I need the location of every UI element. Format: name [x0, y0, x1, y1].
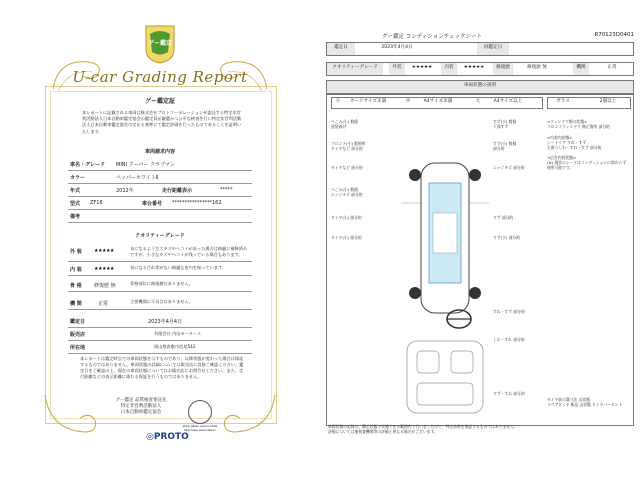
proto-logo — [146, 432, 189, 442]
certificate-intro: 本レポートに記載される車両は株式会社プロトコーポレーションが委託する特定非営利活動法人日本自動車鑑定協会の鑑定員が厳選かつ公平な検査を行い特定非営利活動法人日本自動車鑑定協会の定める基準にて鑑定評価を行ったものであることを証明いたします。 — [82, 110, 242, 134]
size-legend — [331, 97, 543, 109]
sheet-exterior-stars: ★★★★★ — [411, 65, 433, 70]
sheet-exterior-label: 外装 — [389, 63, 405, 75]
frame-value: 修復歴 無 — [94, 283, 116, 289]
date-value: 2023年4月4日 — [148, 319, 183, 325]
frame-label: 骨 格 — [70, 283, 82, 289]
model-code-value: ZF16 — [90, 200, 103, 206]
note-left-1: へこみ(小) 数個 塗装剥げ — [331, 119, 358, 130]
grade-row — [326, 62, 634, 76]
note-mid-3: エッジキズ 部分的 — [493, 165, 525, 170]
sheet-engine-value: 正常 — [607, 65, 617, 70]
ornament-bottom-right — [220, 390, 280, 440]
note-mid-2: すず(小) 数個 部分的 — [493, 141, 517, 152]
legend-medium-desc: A4サイズ未満 — [423, 99, 453, 104]
jaaa-label: JAAA Japan Automobile Appraisal Association — [182, 424, 218, 432]
note-right-extra: <広告内装状態> (※) 現状のシートはコンディションに関わらず使用可能です。 — [547, 155, 627, 171]
sheet-bottom-note: 車両状態の記録は、静止状態で実施できる範囲内で行いましたので、判定結果を保証するものではありません。 評価については他検査機関等の評価と異なる場合がございます。 — [328, 424, 518, 435]
note-mid-5: すず(小) 部分的 — [493, 235, 520, 240]
note-mid-4: すず 部分的 — [493, 215, 514, 220]
sheet-date-label: 鑑定日 — [327, 43, 355, 55]
issuer-name: グー鑑定 品質検査委託先 特定非営利活動法人 日本自動車鑑定協会 — [115, 398, 167, 416]
report-title: U-car Grading Report — [72, 68, 248, 86]
mileage-label: 走行距離表示 — [162, 188, 193, 194]
row-color — [68, 171, 252, 184]
legend-large: 大 — [475, 99, 481, 104]
note-left-4: へこみ(小) 数個 エッジキズ 部分的 — [331, 187, 363, 198]
note-lower-2: しわ・すれ 部分的 — [493, 337, 525, 342]
sheet-interior-label: 内装 — [441, 63, 457, 75]
year-label: 年式 — [70, 188, 81, 194]
mileage-value: ***** — [220, 187, 233, 193]
seat-diagram — [397, 337, 493, 417]
car-top-diagram — [397, 143, 493, 333]
ornament-bottom-left — [40, 390, 100, 440]
vehicle-section-heading: 車両請求内容 — [144, 149, 175, 155]
shop-value: 有限会社 内田モータース — [154, 331, 202, 336]
frame-desc: 骨格部位に修復歴はありません。 — [130, 281, 194, 286]
note-left-6: タイヤ(小) 部分的 — [331, 235, 362, 240]
color-value: ペッパーホワイトⅡ — [116, 175, 159, 181]
glass-value: 2個以上 — [599, 99, 617, 104]
proto-text: PROTO — [153, 432, 189, 442]
row-remarks — [68, 210, 252, 223]
date-label: 鑑定日 — [70, 319, 86, 325]
model-code-label: 型式 — [70, 201, 81, 207]
shop-label: 販売店 — [70, 332, 86, 338]
sheet-engine-label: 機関 — [573, 63, 589, 75]
date-row — [326, 42, 634, 56]
legend-medium: 中 — [405, 99, 411, 104]
row-interior — [68, 263, 252, 276]
goo-kantei-logo — [142, 24, 178, 64]
row-year — [68, 184, 252, 197]
reinspection-label: 再鑑定日 — [477, 43, 509, 55]
note-lower-1: すれ・すず 部分的 — [493, 309, 525, 314]
glass-box — [547, 97, 631, 109]
sheet-frame-label: 修復歴 — [493, 63, 513, 75]
exterior-label: 外 装 — [70, 249, 82, 255]
model-label: 車名・グレード — [70, 162, 106, 168]
year-value: 2012年 — [116, 188, 134, 194]
chassis-value: ****************162 — [172, 200, 222, 206]
state-panel — [326, 94, 634, 426]
remarks-label: 備考 — [70, 214, 81, 220]
row-shop — [68, 328, 252, 341]
legend-small: 小 — [335, 99, 341, 104]
row-address — [68, 341, 252, 354]
legend-large-desc: A4サイズ以上 — [493, 99, 523, 104]
interior-desc: 気になる汚れ等がない綺麗な室内を保っています。 — [130, 265, 226, 270]
row-model — [68, 158, 252, 171]
sheet-frame-value: 修復歴 無 — [527, 65, 547, 70]
chassis-label: 車台番号 — [142, 201, 163, 207]
sheet-code: R70123D0401 — [594, 32, 634, 38]
condition-check-sheet — [322, 0, 640, 480]
certificate-title: グー鑑定証 — [144, 98, 175, 105]
note-right-interior: <内装内状態> シートリア すれ・すず 天張りしわ・すれ・すず 部分的 — [547, 135, 602, 151]
engine-label: 機 関 — [70, 301, 82, 307]
quality-section-heading: クオリティーグレード — [135, 233, 185, 239]
address-label: 所在地 — [70, 345, 86, 351]
sheet-title: グー鑑定 コンディションチェックシート — [382, 34, 483, 40]
row-exterior — [68, 245, 252, 262]
logo-text: グー鑑定 — [147, 40, 173, 47]
jaaa-emblem — [188, 400, 212, 424]
sheet-date-value: 2023年4月4日 — [381, 45, 413, 50]
model-value: MINI クーパー クラブマン — [116, 162, 175, 168]
sheet-interior-stars: ★★★★★ — [463, 65, 485, 70]
exterior-desc: 気になるような大キズやヘコミがあった場合は綺麗に補修済みですが、小さなキズやヘコミが残っている場合もあります。 — [130, 246, 248, 257]
note-left-3: タイヤなど 部分的 — [331, 165, 363, 170]
address-value: 岡山県倉敷市西尾542 — [154, 344, 196, 349]
note-lower-3: すず・すれ 部分的 — [493, 391, 525, 396]
note-left-5: タイヤ(小) 部分的 — [331, 215, 362, 220]
interior-stars: ★★★★★ — [94, 266, 114, 272]
interior-label: 内 装 — [70, 267, 82, 273]
state-title: 車両状態の説明 — [327, 81, 633, 93]
glass-label: ガラス — [556, 99, 570, 104]
engine-value: 正常 — [98, 301, 109, 307]
row-date — [68, 315, 252, 328]
certificate-footnote: 本レポートは鑑定時点での車両状態を示すものであり、以降状態が変わった場合は保証するものではありません。車両状態の詳細については販売店に直接ご確認ください。鑑定日をご確認の上、現在の車両状態についてはお販売店にお問合せください。また、走行距離などの表示距離に係わる保証を行うものではありません。 — [80, 356, 244, 379]
engine-desc: 主要機関に不具合はありません。 — [130, 299, 194, 304]
row-model-code — [68, 197, 252, 210]
color-label: カラー — [70, 175, 86, 181]
proto-mark-icon: ◎ — [146, 432, 154, 442]
state-header — [326, 80, 634, 94]
note-right-window: <ウィンドウ類の状態> フロントウィンドウ 修正箇所 部分的 — [547, 119, 610, 130]
steering-wheel-icon — [445, 307, 473, 331]
grade-label: クオリティーグレード — [327, 63, 383, 75]
note-right-tire: タイヤ前の溝寸法 山状態 スペアタイヤ 新品 山状態 タイヤパーセント — [547, 397, 623, 408]
note-left-2: フロント(小) 数箇所 タイヤなど 部分的 — [331, 141, 366, 152]
row-engine — [68, 297, 252, 310]
exterior-stars: ★★★★★ — [94, 248, 114, 254]
legend-small-desc: カードサイズ未満 — [349, 99, 387, 104]
row-frame — [68, 279, 252, 292]
note-mid-1: すず(小) 数個 下部すず — [493, 119, 517, 130]
